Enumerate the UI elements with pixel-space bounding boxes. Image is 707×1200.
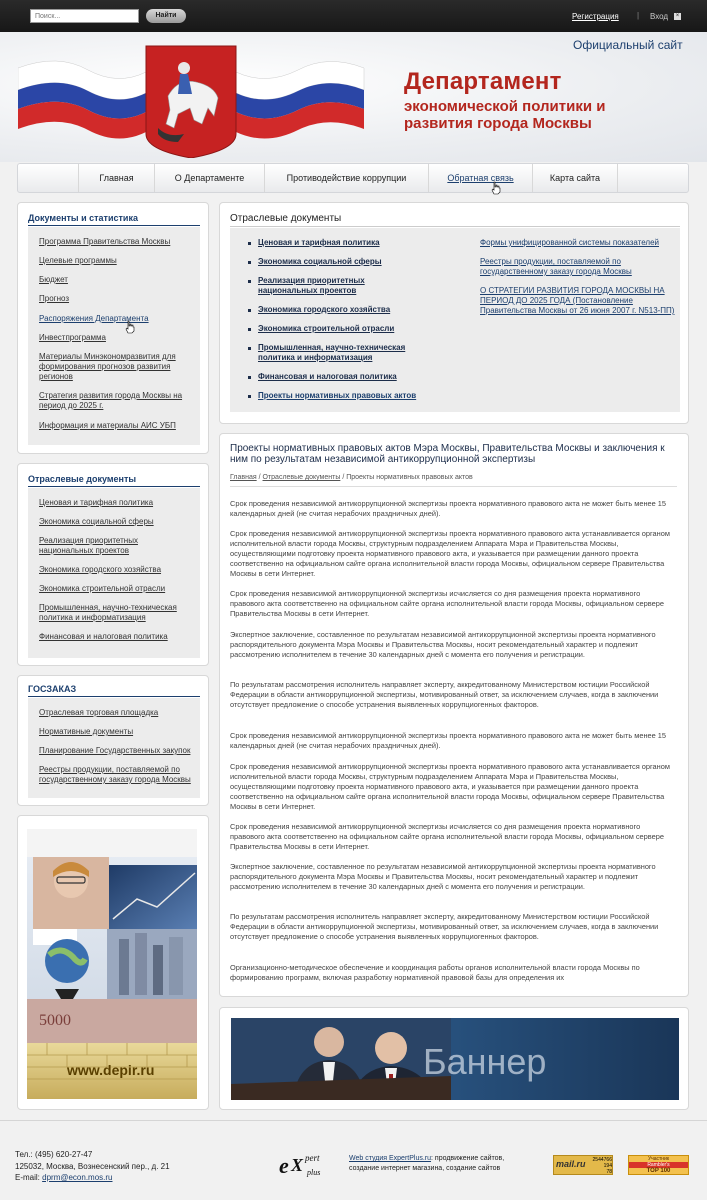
login-link[interactable]: Вход bbox=[650, 12, 669, 21]
search-button[interactable]: Найти bbox=[146, 9, 186, 23]
article-paragraph: Срок проведения независимой антикоррупционной экспертизы проекта нормативного правового акта устанавливается органом исполнительной власти города Москвы, структурным подразделением Аппарата Мэра и Правительства Москвы, осуществляющими подготовку проекта нормативного правового акта, и указывается при размещении данного проекта соответственно на официальном сайте органа исполнительной власти города Москвы, официальном сервере Правительства Москвы в сети Интернет. bbox=[230, 762, 670, 811]
sidebar-item-price-policy[interactable]: Ценовая и тарифная политика bbox=[39, 498, 154, 507]
footer-studio-link[interactable]: Web студия ExpertPlus.ru bbox=[349, 1155, 432, 1162]
sidebar-item-ais-ubp[interactable]: Информация и материалы АИС УБП bbox=[39, 421, 176, 430]
sidebar-item-forecast[interactable]: Прогноз bbox=[39, 294, 70, 303]
article-paragraph: По результатам рассмотрения исполнитель направляет эксперту, аккредитованному Министерством юстиции Российской Федерации в области антикоррупционной экспертизы, мотивированный ответ, за исключением случаев, когда в заключении отсутствует предложение о способе устранения выявленных коррупциогенных факторов. bbox=[230, 912, 659, 941]
sidebar-item-investprogram[interactable]: Инвестпрограмма bbox=[39, 333, 106, 342]
counter-values: 2544766 194 78 bbox=[592, 1157, 612, 1175]
article-paragraph: Срок проведения независимой антикоррупционной экспертизы исчисляется со дня размещения проекта нормативного правового акта соответственно на официальном сайте органа исполнительной власти города Москвы, официальном сервере Правительства Москвы в сети Интернет. bbox=[230, 822, 664, 851]
footer-email-line bbox=[15, 1172, 113, 1183]
sidebar-item-finance[interactable]: Финансовая и налоговая политика bbox=[39, 632, 168, 641]
article-paragraph: Срок проведения независимой антикоррупционной экспертизы проекта нормативного правового акта не может быть менее 15 календарных дней (не считая нерабочих праздничных дней). bbox=[230, 499, 667, 518]
nav-item-anticorruption[interactable]: Противодействие коррупции bbox=[264, 164, 428, 192]
sidebar-item-orders[interactable]: Распоряжения Департамента bbox=[39, 314, 149, 323]
sidebar-item-strategy-2025[interactable]: Стратегия развития города Москвы на период до 2025 г. bbox=[39, 391, 183, 410]
bullet-icon bbox=[248, 280, 251, 283]
category-national-projects[interactable]: Реализация приоритетных национальных проектов bbox=[258, 276, 365, 295]
main-nav bbox=[17, 163, 689, 193]
department-subtitle-1: экономической политики и bbox=[404, 98, 606, 115]
bullet-icon bbox=[248, 395, 251, 398]
docs-stats-panel bbox=[17, 202, 209, 454]
link-unified-indicators[interactable]: Формы унифицированной системы показателей bbox=[480, 238, 659, 247]
article-separator bbox=[230, 486, 677, 487]
login-arrow-icon[interactable]: × bbox=[675, 13, 680, 19]
sidebar-item-budget[interactable]: Бюджет bbox=[39, 275, 68, 284]
top-separator: | bbox=[637, 11, 640, 20]
sector-main-list bbox=[230, 228, 680, 412]
svg-text:plus: plus bbox=[307, 1168, 321, 1177]
svg-text:pert: pert bbox=[305, 1153, 320, 1163]
link-product-registries[interactable]: Реестры продукции, поставляемой по государственному заказу города Москвы bbox=[480, 257, 632, 276]
docs-stats-list bbox=[28, 227, 200, 445]
footer-studio-text-2: создание интернет магазина, создание сайтов bbox=[349, 1165, 501, 1172]
title-underline bbox=[230, 226, 680, 227]
title-underline bbox=[28, 225, 200, 226]
article-paragraph: По результатам рассмотрения исполнитель направляет эксперту, аккредитованному Министерством юстиции Российской Федерации в области антикоррупционной экспертизы, мотивированный ответ, за исключением случаев, когда в заключении отсутствует предложение о способе устранения выявленных коррупциогенных факторов. bbox=[230, 680, 659, 709]
nav-item-feedback[interactable]: Обратная связь bbox=[428, 164, 532, 192]
mailru-counter[interactable] bbox=[553, 1155, 613, 1175]
category-social-economy[interactable]: Экономика социальной сферы bbox=[258, 257, 382, 266]
link-strategy-2025[interactable]: О СТРАТЕГИИ РАЗВИТИЯ ГОРОДА МОСКВЫ НА ПЕРИОД ДО 2025 ГОДА (Постановление Правительства Москвы от 26 июня 2007 г. N513-ПП) bbox=[480, 286, 675, 315]
sidebar-item-construction[interactable]: Экономика строительной отрасли bbox=[39, 584, 166, 593]
breadcrumb-sep: / bbox=[258, 474, 261, 481]
search-input[interactable] bbox=[30, 9, 139, 23]
footer-studio-block bbox=[349, 1154, 504, 1174]
breadcrumb-home[interactable]: Главная bbox=[230, 474, 257, 481]
category-finance[interactable]: Финансовая и налоговая политика bbox=[258, 372, 397, 381]
title-underline bbox=[28, 486, 200, 487]
hand-cursor-icon bbox=[125, 320, 135, 334]
rambler-line-3: TOP 100 bbox=[646, 1168, 671, 1174]
moscow-flag-emblem-icon bbox=[18, 38, 368, 158]
rambler-line-2: Rambler's bbox=[629, 1162, 688, 1168]
department-title: Департамент bbox=[404, 68, 562, 95]
site-header bbox=[0, 32, 707, 162]
svg-text:5000: 5000 bbox=[39, 1012, 71, 1029]
banner-image[interactable] bbox=[231, 1018, 679, 1100]
sidebar-item-target-programs[interactable]: Целевые программы bbox=[39, 256, 117, 265]
bullet-icon bbox=[248, 309, 251, 312]
sector-docs-title: Отраслевые документы bbox=[28, 474, 137, 484]
hand-cursor-icon bbox=[491, 181, 501, 195]
bullet-icon bbox=[248, 328, 251, 331]
article-paragraph: Срок проведения независимой антикоррупционной экспертизы проекта нормативного правового акта не может быть менее 15 календарных дней (не считая нерабочих праздничных дней). bbox=[230, 731, 667, 750]
promo-collage-image[interactable] bbox=[27, 829, 197, 1099]
register-link[interactable]: Регистрация bbox=[572, 12, 619, 21]
sector-main-title: Отраслевые документы bbox=[230, 213, 342, 224]
sidebar-item-normative-docs[interactable]: Нормативные документы bbox=[39, 727, 134, 736]
promo-url-text: www.depir.ru bbox=[67, 1062, 155, 1078]
breadcrumb-section[interactable]: Отраслевые документы bbox=[262, 474, 341, 481]
sector-docs-list bbox=[28, 488, 200, 658]
category-price-policy[interactable]: Ценовая и тарифная политика bbox=[258, 238, 380, 247]
bullet-icon bbox=[248, 242, 251, 245]
sidebar-item-gov-program[interactable]: Программа Правительства Москвы bbox=[39, 237, 171, 246]
category-construction[interactable]: Экономика строительной отрасли bbox=[258, 324, 395, 333]
footer-studio-text: : продвижение сайтов, bbox=[431, 1155, 505, 1162]
docs-stats-title: Документы и статистика bbox=[28, 213, 138, 223]
rambler-top100-badge[interactable] bbox=[628, 1155, 689, 1175]
sector-main-panel bbox=[219, 202, 689, 424]
top-bar bbox=[0, 0, 707, 32]
breadcrumb-sep: / bbox=[342, 474, 345, 481]
bullet-icon bbox=[248, 261, 251, 264]
footer-phone: Тел.: (495) 620-27-47 bbox=[15, 1150, 93, 1159]
nav-item-about[interactable]: О Департаменте bbox=[154, 164, 264, 192]
sidebar-item-procurement-planning[interactable]: Планирование Государственных закупок bbox=[39, 746, 191, 755]
breadcrumb-current: Проекты нормативных правовых актов bbox=[346, 474, 473, 481]
footer-address: 125032, Москва, Вознесенский пер., д. 21 bbox=[15, 1162, 170, 1171]
article-title: Проекты нормативных правовых актов Мэра Москвы, Правительства Москвы и заключения к ним по результатам независимой антикоррупционной экспертизы bbox=[230, 443, 665, 465]
category-industry[interactable]: Промышленная, научно-техническая политика и информатизация bbox=[258, 343, 406, 362]
official-site-label: Официальный сайт bbox=[573, 38, 683, 52]
article-paragraph: Срок проведения независимой антикоррупционной экспертизы проекта нормативного правового акта устанавливается органом исполнительной власти города Москвы, структурным подразделением Аппарата Мэра и Правительства Москвы, осуществляющими подготовку проекта нормативного правового акта, и указывается при размещении данного проекта соответственно на официальном сайте органа исполнительной власти города Москвы, официальном сервере Правительства Москвы в сети Интернет. bbox=[230, 529, 670, 578]
footer-email-link[interactable]: dprm@econ.mos.ru bbox=[42, 1173, 113, 1182]
category-city-economy[interactable]: Экономика городского хозяйства bbox=[258, 305, 391, 314]
category-draft-acts[interactable]: Проекты нормативных правовых актов bbox=[258, 391, 417, 400]
goszakaz-list bbox=[28, 698, 200, 798]
department-subtitle-2: развития города Москвы bbox=[404, 115, 592, 132]
sidebar-item-product-registries[interactable]: Реестры продукции, поставляемой по государственному заказу города Москвы bbox=[39, 765, 191, 784]
article-paragraph: Экспертное заключение, составленное по результатам независимой антикоррупционной экспертизы проекта нормативного распорядительного документа Мэра Москвы и Правительства Москвы, носит рекомендательный характер и подлежит рассмотрению исполнителем в течение 30 календарных дней с момента его получения и регистрации. bbox=[230, 630, 656, 659]
article-paragraph: Срок проведения независимой антикоррупционной экспертизы исчисляется со дня размещения проекта нормативного правового акта соответственно на официальном сайте органа исполнительной власти города Москвы, официальном сервере Правительства Москвы в сети Интернет. bbox=[230, 589, 664, 618]
sidebar-item-social-economy[interactable]: Экономика социальной сферы bbox=[39, 517, 154, 526]
goszakaz-title: ГОСЗАКАЗ bbox=[28, 684, 77, 694]
sidebar-item-city-economy[interactable]: Экономика городского хозяйства bbox=[39, 565, 162, 574]
nav-item-sitemap[interactable]: Карта сайта bbox=[532, 164, 618, 192]
banner-text: Баннер bbox=[423, 1041, 547, 1082]
sidebar-item-industry[interactable]: Промышленная, научно-техническая политика и информатизация bbox=[39, 603, 177, 622]
article-paragraph: Экспертное заключение, составленное по результатам независимой антикоррупционной экспертизы проекта нормативного распорядительного документа Мэра Москвы и Правительства Москвы, носит рекомендательный характер и подлежит рассмотрению исполнителем в течение 30 календарных дней с момента его получения и регистрации. bbox=[230, 862, 656, 891]
footer-divider bbox=[0, 1120, 707, 1121]
breadcrumb bbox=[230, 474, 473, 481]
title-underline bbox=[28, 696, 200, 697]
sector-docs-panel bbox=[17, 463, 209, 666]
bullet-icon bbox=[248, 376, 251, 379]
bullet-icon bbox=[248, 347, 251, 350]
svg-text:e: e bbox=[279, 1153, 289, 1178]
goszakaz-panel bbox=[17, 675, 209, 806]
sidebar-item-national-projects[interactable]: Реализация приоритетных национальных проектов bbox=[39, 536, 138, 555]
sidebar-item-trade-platform[interactable]: Отраслевая торговая площадка bbox=[39, 708, 159, 717]
article-paragraph: Организационно-методическое обеспечение и координация работы органов исполнительной власти города Москвы по формированию программ, включая разработку нормативной правовой базы для определения их bbox=[230, 963, 640, 982]
expertplus-logo-icon[interactable] bbox=[277, 1147, 339, 1181]
rambler-line-1: Участник bbox=[647, 1156, 670, 1162]
svg-text:X: X bbox=[291, 1155, 304, 1175]
counter-label: mail.ru bbox=[556, 1159, 586, 1169]
sidebar-item-minek-materials[interactable]: Материалы Минэкономразвития для формирования прогнозов развития регионов bbox=[39, 352, 176, 381]
footer-email-label: E-mail: bbox=[15, 1173, 40, 1182]
nav-item-home[interactable]: Главная bbox=[78, 164, 154, 192]
